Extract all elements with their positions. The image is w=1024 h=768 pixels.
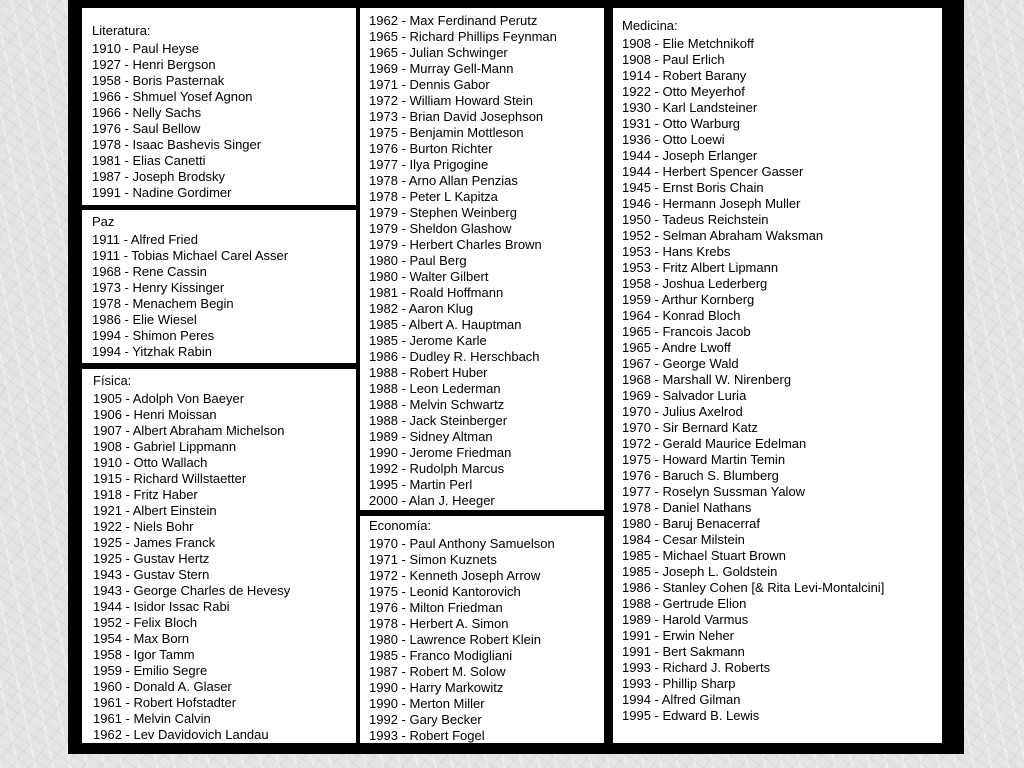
laureate-entry: 2000 - Alan J. Heeger <box>369 493 495 508</box>
laureate-entry: 1985 - Jerome Karle <box>369 333 487 348</box>
laureate-entry: 1980 - Walter Gilbert <box>369 269 489 284</box>
laureate-entry: 1931 - Otto Warburg <box>622 116 741 131</box>
laureate-entry: 1986 - Stanley Cohen [& Rita Levi-Montalcini] <box>622 580 885 595</box>
laureate-entry: 1958 - Joshua Lederberg <box>622 276 768 291</box>
laureate-entry: 1991 - Nadine Gordimer <box>92 185 232 200</box>
laureate-entry: 1975 - Howard Martin Temin <box>622 452 786 467</box>
laureate-entry: 1986 - Dudley R. Herschbach <box>369 349 540 364</box>
laureate-entry: 1990 - Harry Markowitz <box>369 680 504 695</box>
laureate-entry: 1981 - Roald Hoffmann <box>369 285 504 300</box>
laureate-entry: 1966 - Shmuel Yosef Agnon <box>92 89 253 104</box>
laureate-entry: 1930 - Karl Landsteiner <box>622 100 758 115</box>
laureate-entry: 1910 - Otto Wallach <box>93 455 208 470</box>
laureate-entry: 1961 - Robert Hofstadter <box>93 695 237 710</box>
laureate-entry: 1973 - Henry Kissinger <box>92 280 225 295</box>
laureate-entry: 1936 - Otto Loewi <box>622 132 725 147</box>
panel-fisica <box>82 369 356 743</box>
laureate-entry: 1959 - Arthur Kornberg <box>622 292 755 307</box>
laureate-entry: 1966 - Nelly Sachs <box>92 105 202 120</box>
laureate-entry: 1962 - Max Ferdinand Perutz <box>369 13 538 28</box>
laureate-entry: 1965 - Richard Phillips Feynman <box>369 29 557 44</box>
laureate-entry: 1978 - Isaac Bashevis Singer <box>92 137 262 152</box>
laureate-entry: 1945 - Ernst Boris Chain <box>622 180 764 195</box>
laureate-entry: 1918 - Fritz Haber <box>93 487 198 502</box>
laureate-entry: 1943 - George Charles de Hevesy <box>93 583 291 598</box>
laureate-entry: 1979 - Herbert Charles Brown <box>369 237 542 252</box>
laureate-entry: 1965 - Julian Schwinger <box>369 45 508 60</box>
laureate-list-literatura <box>92 41 356 201</box>
laureate-entry: 1925 - Gustav Hertz <box>93 551 210 566</box>
laureate-entry: 1967 - George Wald <box>622 356 739 371</box>
laureate-entry: 1985 - Michael Stuart Brown <box>622 548 787 563</box>
laureate-entry: 1962 - Lev Davidovich Landau <box>93 727 269 742</box>
laureate-entry: 1977 - Roselyn Sussman Yalow <box>622 484 806 499</box>
laureate-entry: 1908 - Paul Erlich <box>622 52 725 67</box>
laureate-entry: 1950 - Tadeus Reichstein <box>622 212 769 227</box>
laureate-entry: 1971 - Dennis Gabor <box>369 77 490 92</box>
laureate-entry: 1975 - Benjamin Mottleson <box>369 125 524 140</box>
laureate-entry: 1995 - Martin Perl <box>369 477 473 492</box>
laureate-entry: 1989 - Harold Varmus <box>622 612 749 627</box>
laureate-list-quimica <box>369 13 604 509</box>
laureate-entry: 1969 - Salvador Luria <box>622 388 747 403</box>
laureate-entry: 1988 - Leon Lederman <box>369 381 501 396</box>
laureate-entry: 1944 - Isidor Issac Rabi <box>93 599 230 614</box>
laureate-entry: 1958 - Igor Tamm <box>93 647 195 662</box>
laureate-entry: 1905 - Adolph Von Baeyer <box>93 391 245 406</box>
laureate-entry: 1985 - Joseph L. Goldstein <box>622 564 778 579</box>
laureate-entry: 1969 - Murray Gell-Mann <box>369 61 514 76</box>
laureate-entry: 1978 - Daniel Nathans <box>622 500 752 515</box>
laureate-entry: 1970 - Sir Bernard Katz <box>622 420 758 435</box>
panel-medicina <box>613 8 942 743</box>
laureate-entry: 1991 - Bert Sakmann <box>622 644 745 659</box>
laureate-entry: 1984 - Cesar Milstein <box>622 532 745 547</box>
panel-title-fisica: Física: <box>93 373 132 388</box>
laureate-entry: 1953 - Fritz Albert Lipmann <box>622 260 779 275</box>
laureate-entry: 1990 - Jerome Friedman <box>369 445 512 460</box>
laureate-entry: 1979 - Stephen Weinberg <box>369 205 517 220</box>
laureate-entry: 1973 - Brian David Josephson <box>369 109 544 124</box>
laureate-entry: 1958 - Boris Pasternak <box>92 73 225 88</box>
laureate-entry: 1976 - Baruch S. Blumberg <box>622 468 779 483</box>
laureate-entry: 1978 - Arno Allan Penzias <box>369 173 518 188</box>
laureate-entry: 1991 - Erwin Neher <box>622 628 734 643</box>
laureate-entry: 1961 - Melvin Calvin <box>93 711 211 726</box>
laureate-entry: 1943 - Gustav Stern <box>93 567 210 582</box>
laureate-entry: 1988 - Melvin Schwartz <box>369 397 505 412</box>
laureate-entry: 1972 - Gerald Maurice Edelman <box>622 436 807 451</box>
laureate-entry: 1910 - Paul Heyse <box>92 41 199 56</box>
panel-quimica <box>360 8 604 510</box>
laureate-entry: 1972 - William Howard Stein <box>369 93 534 108</box>
laureate-entry: 1982 - Aaron Klug <box>369 301 474 316</box>
laureate-entry: 1993 - Phillip Sharp <box>622 676 736 691</box>
laureate-entry: 1978 - Peter L Kapitza <box>369 189 498 204</box>
laureate-entry: 1960 - Donald A. Glaser <box>93 679 232 694</box>
laureate-entry: 1968 - Rene Cassin <box>92 264 207 279</box>
laureate-entry: 1995 - Edward B. Lewis <box>622 708 760 723</box>
laureate-entry: 1972 - Kenneth Joseph Arrow <box>369 568 541 583</box>
laureate-entry: 1980 - Paul Berg <box>369 253 467 268</box>
laureate-entry: 1965 - Andre Lwoff <box>622 340 731 355</box>
laureate-entry: 1953 - Hans Krebs <box>622 244 731 259</box>
panel-title-medicina: Medicina: <box>622 18 678 33</box>
laureate-entry: 1994 - Shimon Peres <box>92 328 215 343</box>
laureate-entry: 1988 - Robert Huber <box>369 365 488 380</box>
laureate-entry: 1985 - Franco Modigliani <box>369 648 513 663</box>
laureate-entry: 1976 - Milton Friedman <box>369 600 503 615</box>
laureate-entry: 1988 - Gertrude Elion <box>622 596 747 611</box>
laureate-entry: 1921 - Albert Einstein <box>93 503 217 518</box>
laureate-entry: 1927 - Henri Bergson <box>92 57 216 72</box>
laureate-entry: 1994 - Yitzhak Rabin <box>92 344 212 359</box>
laureate-entry: 1907 - Albert Abraham Michelson <box>93 423 285 438</box>
laureate-entry: 1908 - Elie Metchnikoff <box>622 36 754 51</box>
panel-title-paz: Paz <box>92 214 115 229</box>
laureate-list-economia <box>369 536 604 743</box>
laureate-entry: 1980 - Baruj Benacerraf <box>622 516 761 531</box>
laureate-entry: 1977 - Ilya Prigogine <box>369 157 489 172</box>
laureate-entry: 1993 - Richard J. Roberts <box>622 660 771 675</box>
panel-paz <box>82 210 356 363</box>
laureate-entry: 1971 - Simon Kuznets <box>369 552 497 567</box>
laureate-entry: 1965 - Francois Jacob <box>622 324 751 339</box>
laureate-entry: 1992 - Rudolph Marcus <box>369 461 505 476</box>
laureate-entry: 1994 - Alfred Gilman <box>622 692 741 707</box>
laureate-entry: 1976 - Saul Bellow <box>92 121 201 136</box>
laureate-entry: 1952 - Felix Bloch <box>93 615 198 630</box>
laureate-entry: 1906 - Henri Moissan <box>93 407 217 422</box>
laureate-entry: 1914 - Robert Barany <box>622 68 747 83</box>
laureate-entry: 1968 - Marshall W. Nirenberg <box>622 372 792 387</box>
laureate-list-fisica <box>93 391 356 743</box>
laureate-entry: 1944 - Herbert Spencer Gasser <box>622 164 804 179</box>
laureate-entry: 1993 - Robert Fogel <box>369 728 485 743</box>
laureate-entry: 1946 - Hermann Joseph Muller <box>622 196 801 211</box>
panel-title-literatura: Literatura: <box>92 23 151 38</box>
laureate-entry: 1970 - Paul Anthony Samuelson <box>369 536 555 551</box>
laureate-entry: 1978 - Menachem Begin <box>92 296 234 311</box>
laureate-entry: 1980 - Lawrence Robert Klein <box>369 632 541 647</box>
panel-economia <box>360 516 604 743</box>
laureate-entry: 1954 - Max Born <box>93 631 190 646</box>
laureate-entry: 1989 - Sidney Altman <box>369 429 493 444</box>
laureate-entry: 1978 - Herbert A. Simon <box>369 616 509 631</box>
laureate-entry: 1987 - Joseph Brodsky <box>92 169 225 184</box>
laureate-entry: 1952 - Selman Abraham Waksman <box>622 228 824 243</box>
laureate-entry: 1959 - Emilio Segre <box>93 663 208 678</box>
laureate-entry: 1915 - Richard Willstaetter <box>93 471 247 486</box>
laureate-entry: 1986 - Elie Wiesel <box>92 312 197 327</box>
laureate-entry: 1964 - Konrad Bloch <box>622 308 741 323</box>
laureate-entry: 1970 - Julius Axelrod <box>622 404 743 419</box>
laureate-entry: 1922 - Otto Meyerhof <box>622 84 745 99</box>
laureate-entry: 1911 - Alfred Fried <box>92 232 198 247</box>
laureate-entry: 1944 - Joseph Erlanger <box>622 148 758 163</box>
laureate-entry: 1908 - Gabriel Lippmann <box>93 439 237 454</box>
laureate-entry: 1987 - Robert M. Solow <box>369 664 506 679</box>
laureate-entry: 1985 - Albert A. Hauptman <box>369 317 522 332</box>
laureate-entry: 1925 - James Franck <box>93 535 216 550</box>
laureate-entry: 1992 - Gary Becker <box>369 712 482 727</box>
laureate-entry: 1911 - Tobias Michael Carel Asser <box>92 248 289 263</box>
panel-literatura <box>82 8 356 205</box>
panel-title-economia: Economía: <box>369 518 432 533</box>
laureate-entry: 1922 - Niels Bohr <box>93 519 194 534</box>
laureate-entry: 1981 - Elias Canetti <box>92 153 206 168</box>
laureate-entry: 1990 - Merton Miller <box>369 696 485 711</box>
laureate-entry: 1979 - Sheldon Glashow <box>369 221 512 236</box>
laureate-list-paz <box>92 232 356 360</box>
laureate-entry: 1988 - Jack Steinberger <box>369 413 508 428</box>
laureate-list-medicina <box>622 36 942 724</box>
laureate-entry: 1976 - Burton Richter <box>369 141 493 156</box>
laureate-entry: 1975 - Leonid Kantorovich <box>369 584 521 599</box>
